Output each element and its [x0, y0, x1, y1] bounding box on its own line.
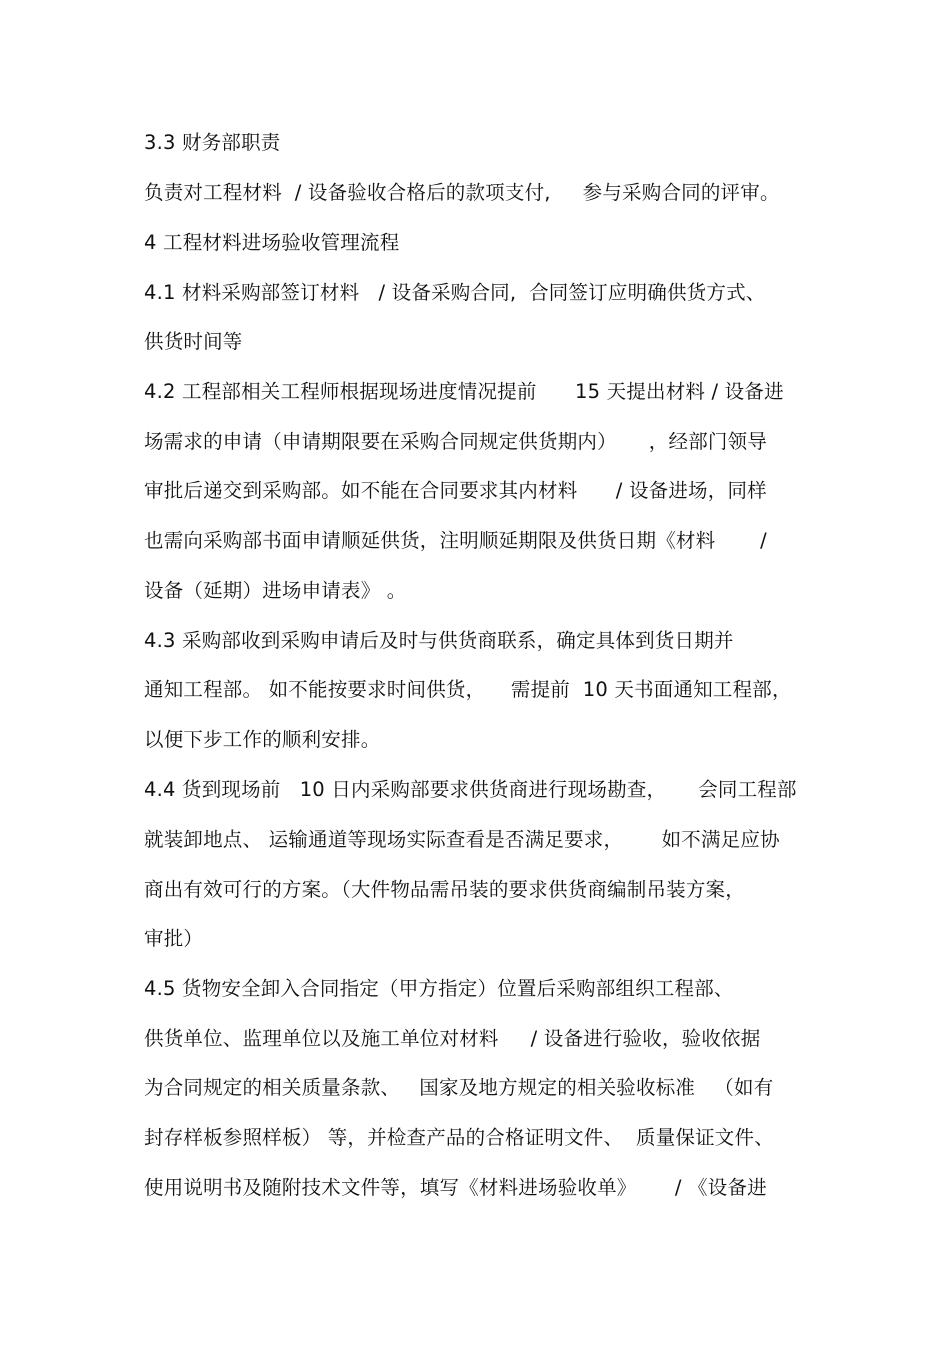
paragraph-line: 也需向采购部书面申请顺延供货，注明顺延期限及供货日期《材料 / [144, 529, 767, 552]
paragraph-line: 负责对工程材料 / 设备验收合格后的款项支付, 参与采购合同的评审。 [144, 181, 780, 204]
paragraph-line: 就装卸地点、 运输通道等现场实际查看是否满足要求， 如不满足应协 [144, 828, 780, 851]
section-heading-3-3: 3.3 财务部职责 [144, 131, 281, 154]
paragraph-line: 设备（延期）进场申请表》 。 [144, 579, 407, 602]
paragraph-line: 以便下步工作的顺利安排。 [144, 728, 381, 751]
paragraph-line: 4.2 工程部相关工程师根据现场进度情况提前 15 天提出材料 / 设备进 [144, 380, 784, 403]
paragraph-line: 4.1 材料采购部签订材料 / 设备采购合同, 合同签订应明确供货方式、 [144, 281, 766, 304]
section-heading-4: 4 工程材料进场验收管理流程 [144, 231, 400, 254]
paragraph-line: 审批） [144, 927, 204, 950]
paragraph-line: 封存样板参照样板） 等，并检查产品的合格证明文件、 质量保证文件、 [144, 1126, 774, 1149]
paragraph-line: 通知工程部。 如不能按要求时间供货， 需提前 10 天书面通知工程部， [144, 678, 792, 701]
paragraph-line: 使用说明书及随附技术文件等，填写《材料进场验收单》 / 《设备进 [144, 1176, 767, 1199]
paragraph-line: 审批后递交到采购部。如不能在合同要求其内材料 / 设备进场，同样 [144, 479, 767, 502]
paragraph-line: 商出有效可行的方案。（大件物品需吊装的要求供货商编制吊装方案， [144, 878, 745, 901]
paragraph-line: 为合同规定的相关质量条款、 国家及地方规定的相关验收标准 （如有 [144, 1076, 774, 1099]
paragraph-line: 4.3 采购部收到采购申请后及时与供货商联系，确定具体到货日期并 [144, 629, 734, 652]
paragraph-line: 4.5 货物安全卸入合同指定（甲方指定）位置后采购部组织工程部、 [144, 977, 734, 1000]
paragraph-line: 场需求的申请（申请期限要在采购合同规定供货期内） ，经部门领导 [144, 430, 767, 453]
paragraph-line: 供货时间等 [144, 330, 243, 353]
paragraph-line: 4.4 货到现场前 10 日内采购部要求供货商进行现场勘查， 会同工程部 [144, 778, 797, 801]
paragraph-line: 供货单位、监理单位以及施工单位对材料 / 设备进行验收，验收依据 [144, 1027, 761, 1050]
